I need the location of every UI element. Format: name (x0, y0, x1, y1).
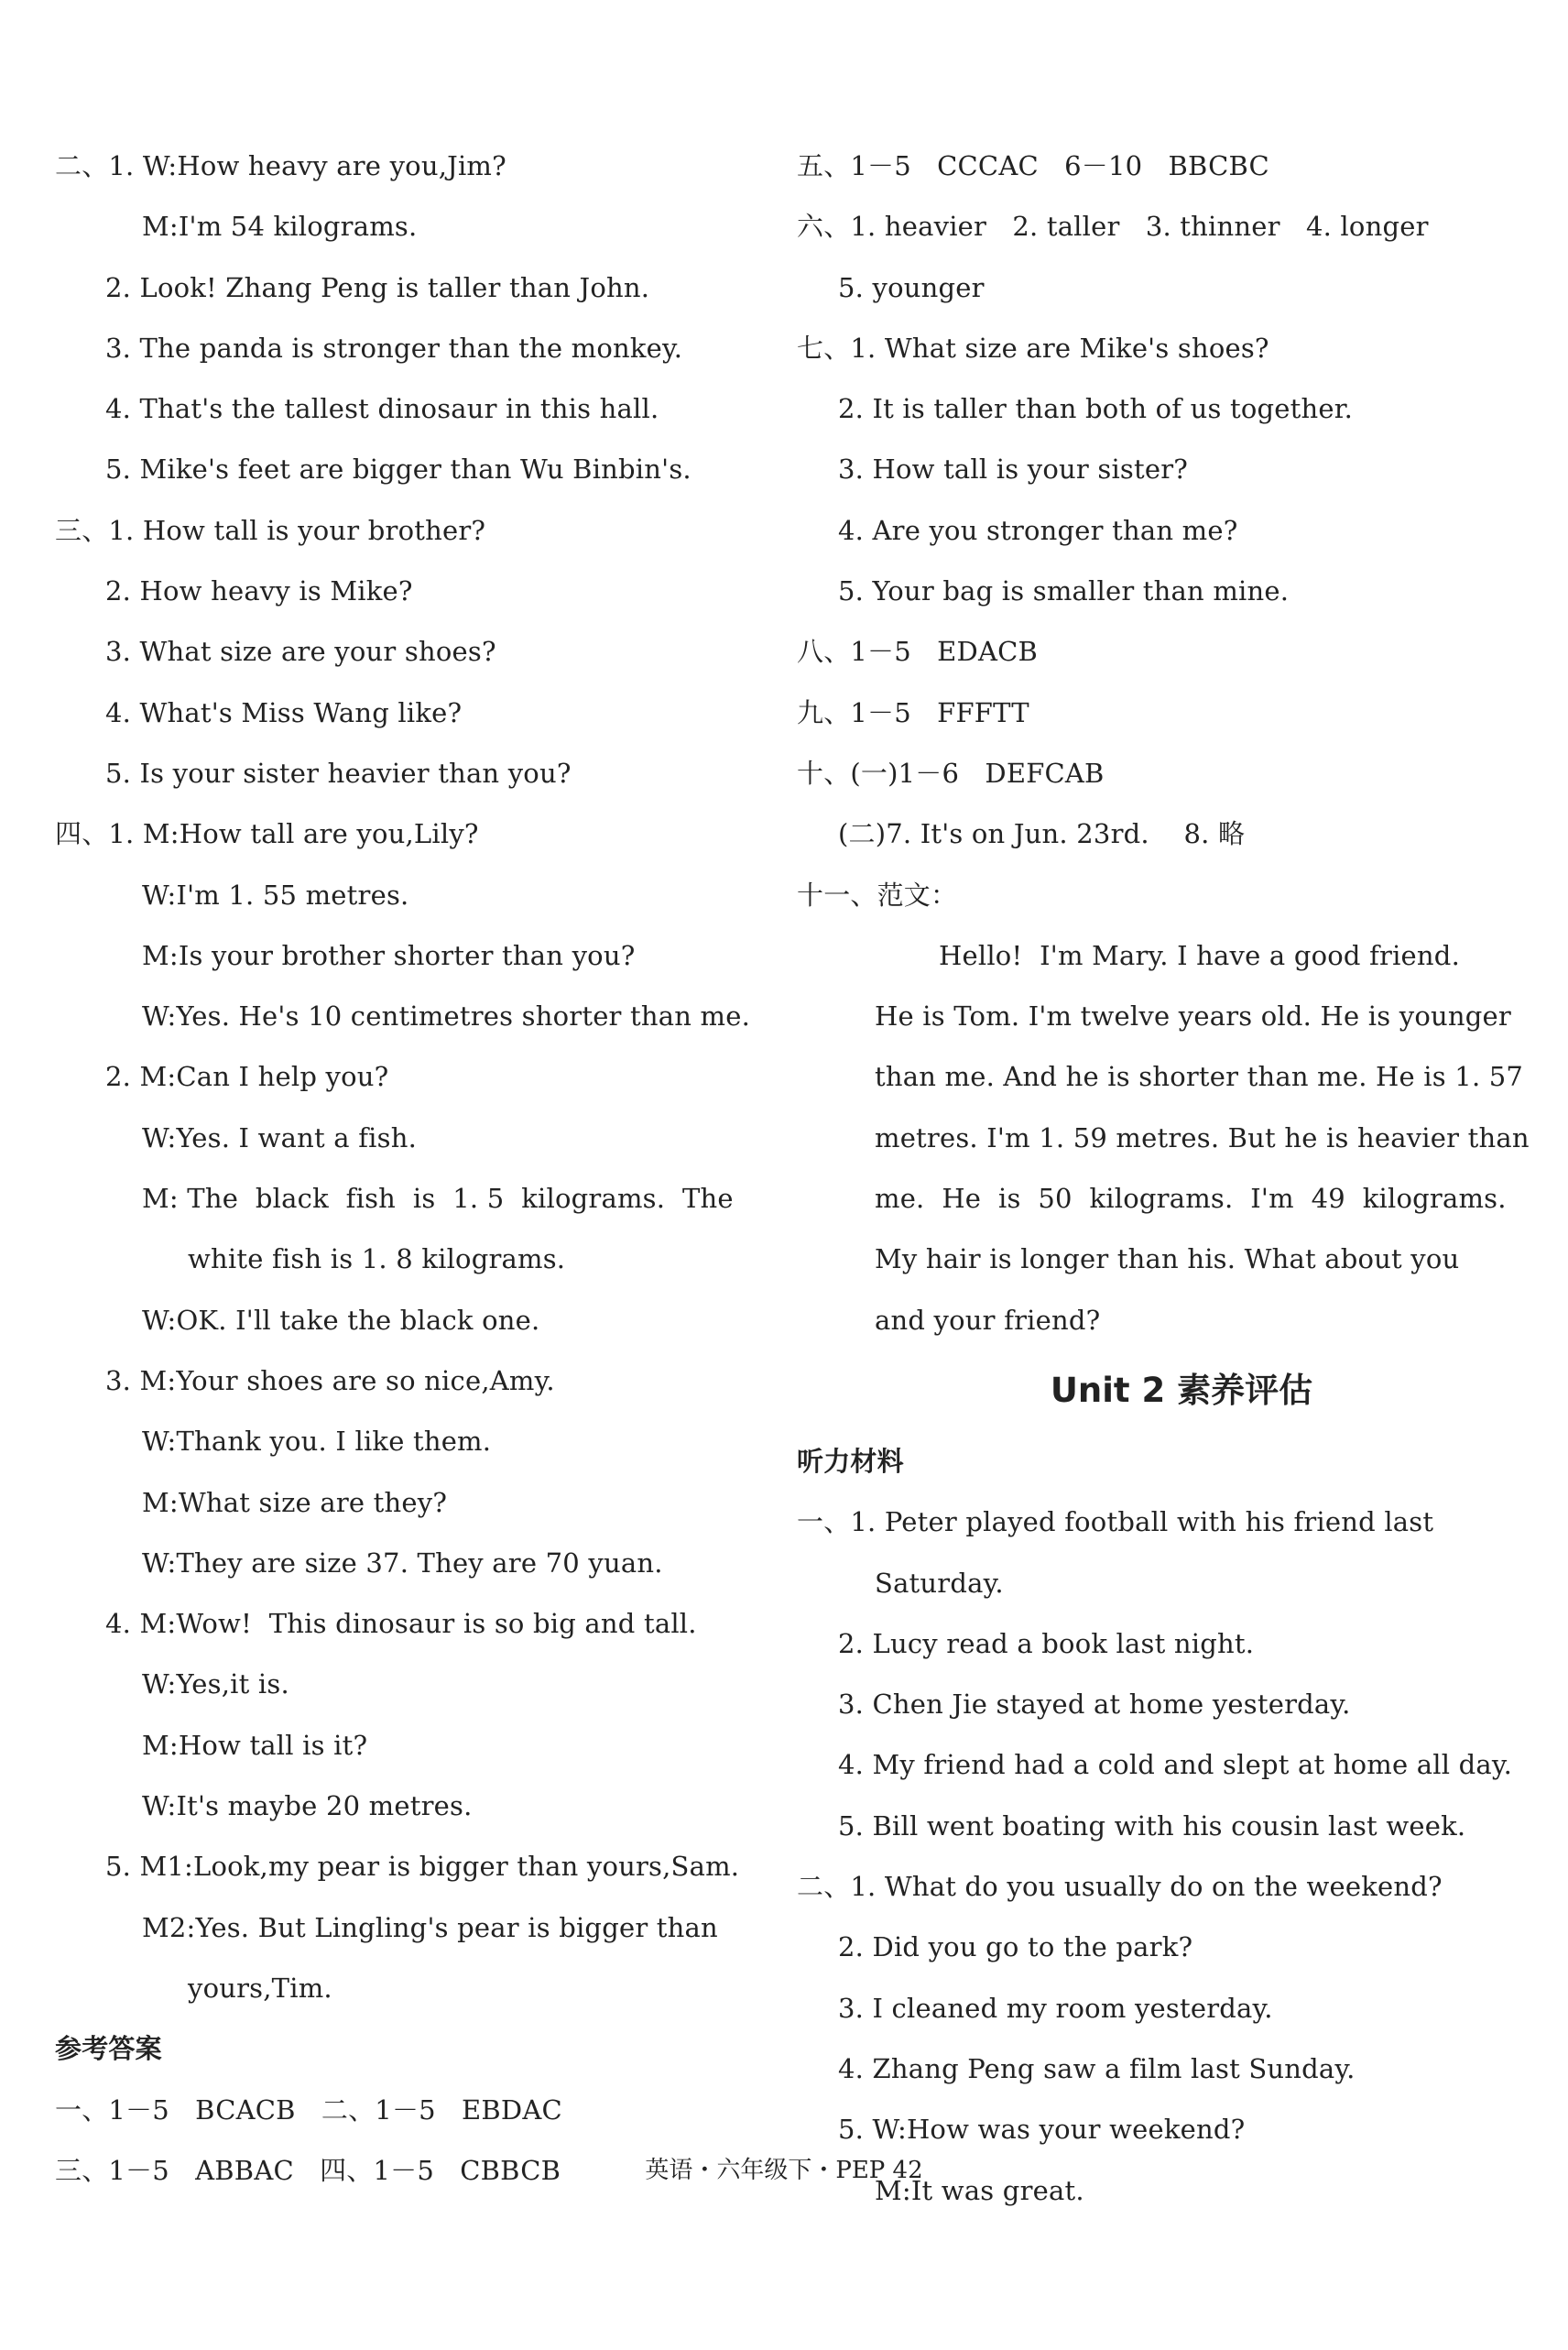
text-line: 4. Zhang Peng saw a film last Sunday. (838, 2052, 1356, 2084)
page-footer: 英语・六年级下・PEP 42 (645, 2157, 923, 2184)
text-line: 2. How heavy is Mike? (105, 575, 413, 607)
text-line: white fish is 1. 8 kilograms. (188, 1243, 566, 1275)
text-line: 3. M:Your shoes are so nice,Amy. (105, 1364, 555, 1396)
text-line: 七、1. What size are Mike's shoes? (797, 332, 1269, 364)
text-line: 4. That's the tallest dinosaur in this hall. (105, 393, 659, 425)
section-heading: 参考答案 (55, 2033, 162, 2065)
text-line: 二、1. W:How heavy are you,Jim? (55, 150, 506, 181)
text-line: 2. It is taller than both of us together. (838, 393, 1354, 425)
text-line: 五、1－5 CCCAC 6－10 BBCBC (797, 150, 1269, 181)
section-title: Unit 2 素养评估 (1050, 1370, 1313, 1410)
text-line: 5. W:How was your weekend? (838, 2114, 1246, 2146)
text-line: 2. Lucy read a book last night. (838, 1627, 1255, 1659)
section-heading: 听力材料 (797, 1445, 904, 1477)
text-line: me. He is 50 kilograms. I'm 49 kilograms. (875, 1183, 1507, 1215)
text-line: 5. Your bag is smaller than mine. (838, 575, 1290, 607)
text-line: 三、1. How tall is your brother? (55, 514, 486, 546)
text-line: W:OK. I'll take the black one. (142, 1304, 540, 1336)
text-line: (二)7. It's on Jun. 23rd. 8. 略 (838, 818, 1246, 850)
text-line: 十一、范文： (797, 879, 958, 911)
text-line: 2. Look! Zhang Peng is taller than John. (105, 271, 650, 303)
text-line: 3. How tall is your sister? (838, 454, 1189, 486)
text-line: W:Yes,it is. (142, 1668, 289, 1700)
text-line: 3. The panda is stronger than the monkey. (105, 332, 683, 364)
text-line: 4. Are you stronger than me? (838, 514, 1238, 546)
text-line: 5. Mike's feet are bigger than Wu Binbin's. (105, 454, 691, 486)
right-column (797, 136, 1530, 2221)
left-column (55, 136, 769, 2201)
text-line: Saturday. (875, 1567, 1004, 1599)
text-line: 九、1－5 FFFTT (797, 696, 1029, 728)
text-line: 5. Is your sister heavier than you? (105, 757, 572, 789)
text-line: 一、1. Peter played football with his friend last (797, 1506, 1434, 1538)
text-line: M:I'm 54 kilograms. (142, 211, 418, 243)
text-line: than me. And he is shorter than me. He is 1. 57 (875, 1061, 1524, 1093)
text-line: 5. M1:Look,my pear is bigger than yours,Sam. (105, 1851, 740, 1883)
text-line: 2. Did you go to the park? (838, 1931, 1193, 1963)
text-line: yours,Tim. (188, 1972, 332, 2004)
text-line: 3. Chen Jie stayed at home yesterday. (838, 1689, 1351, 1721)
text-line: W:Yes. He's 10 centimetres shorter than me. (142, 1000, 751, 1033)
text-line: 3. What size are your shoes? (105, 636, 496, 668)
text-line: W:They are size 37. They are 70 yuan. (142, 1547, 663, 1579)
text-line: W:Thank you. I like them. (142, 1426, 492, 1458)
text-line: M:It was great. (875, 2174, 1084, 2206)
text-line: 八、1－5 EDACB (797, 636, 1039, 668)
text-line: M: The black fish is 1. 5 kilograms. The (142, 1183, 734, 1215)
text-line: Hello! I'm Mary. I have a good friend. (939, 939, 1460, 971)
text-line: metres. I'm 1. 59 metres. But he is heavier than (875, 1121, 1530, 1153)
text-line: W:Yes. I want a fish. (142, 1121, 417, 1153)
text-line: 二、1. What do you usually do on the weekend? (797, 1871, 1443, 1903)
text-line: 十、(一)1－6 DEFCAB (797, 757, 1105, 789)
text-line: 一、1－5 BCACB 二、1－5 EBDAC (55, 2093, 562, 2126)
text-line: 4. M:Wow! This dinosaur is so big and tall. (105, 1608, 697, 1640)
text-line: 5. younger (838, 271, 985, 303)
text-line: 3. I cleaned my room yesterday. (838, 1992, 1273, 2024)
text-line: 2. M:Can I help you? (105, 1061, 389, 1093)
text-line: M:What size are they? (142, 1486, 448, 1518)
text-line: 六、1. heavier 2. taller 3. thinner 4. longer (797, 211, 1429, 243)
text-line: 5. Bill went boating with his cousin last week. (838, 1809, 1466, 1842)
text-line: M:How tall is it? (142, 1729, 368, 1761)
text-line: He is Tom. I'm twelve years old. He is younger (875, 1000, 1511, 1033)
text-line: and your friend? (875, 1304, 1101, 1336)
text-line: M:Is your brother shorter than you? (142, 939, 636, 971)
text-line: M2:Yes. But Lingling's pear is bigger than (142, 1911, 718, 1943)
text-line: 四、1. M:How tall are you,Lily? (55, 818, 479, 850)
text-line: My hair is longer than his. What about you (875, 1243, 1460, 1275)
text-line: 4. My friend had a cold and slept at home all day. (838, 1749, 1513, 1781)
text-line: W:I'm 1. 55 metres. (142, 879, 409, 911)
text-line: 三、1－5 ABBAC 四、1－5 CBBCB (55, 2154, 561, 2186)
text-line: W:It's maybe 20 metres. (142, 1790, 473, 1822)
text-line: 4. What's Miss Wang like? (105, 696, 463, 728)
